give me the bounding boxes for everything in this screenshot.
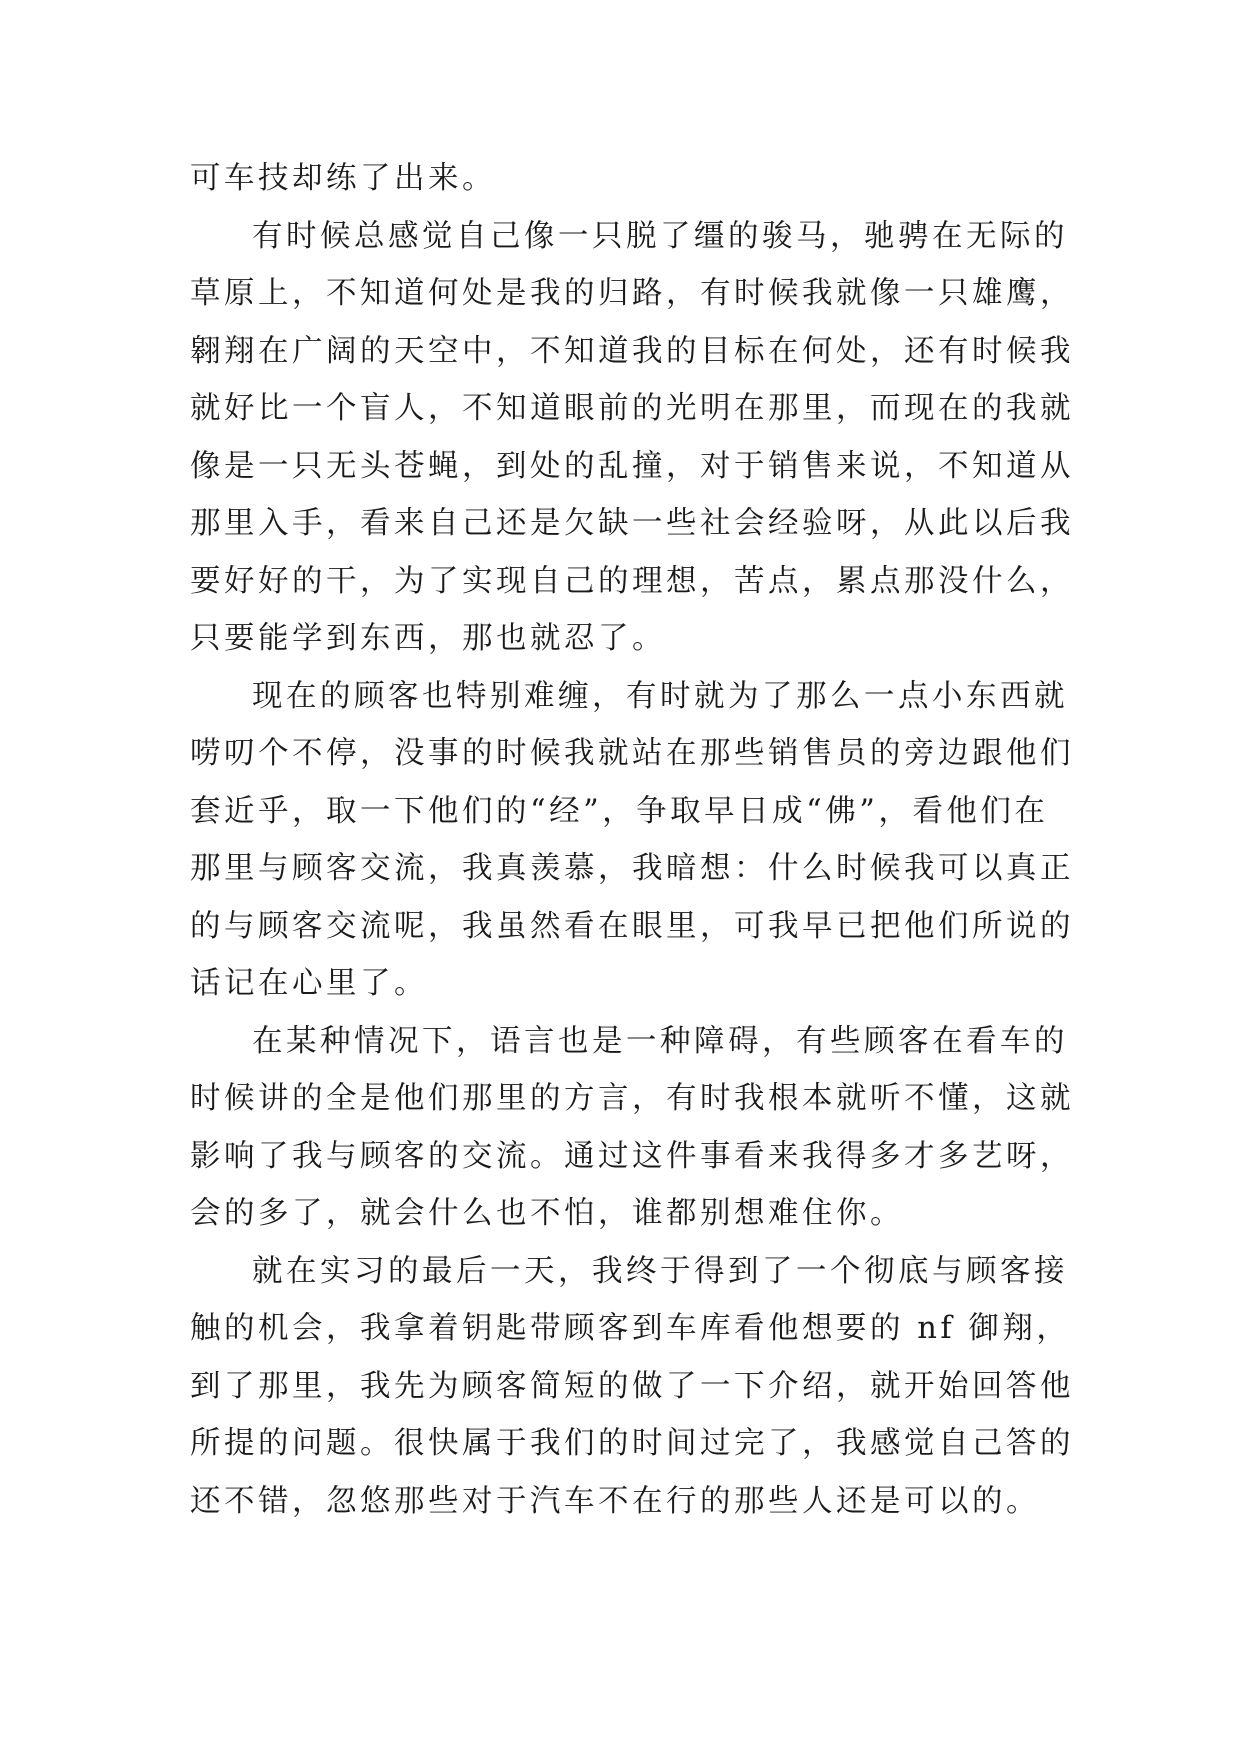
text-line: 就在实习的最后一天，我终于得到了一个彻底与顾客接 (252, 1253, 1068, 1289)
text-line: 在某种情况下，语言也是一种障碍，有些顾客在看车的 (252, 1023, 1068, 1059)
text-line: 有时候总感觉自己像一只脱了缰的骏马，驰骋在无际的 (252, 218, 1068, 254)
text-line: 触的机会，我拿着钥匙带顾客到车库看他想要的 nf 御翔， (190, 1311, 1071, 1346)
text-line: 现在的顾客也特别难缠，有时就为了那么一点小东西就 (252, 678, 1068, 714)
text-line: 到了那里，我先为顾客简短的做了一下介绍，就开始回答他 (190, 1368, 1074, 1404)
text-line: 话记在心里了。 (190, 966, 428, 1001)
text-line: 像是一只无头苍蝇，到处的乱撞，对于销售来说，不知道从 (190, 448, 1074, 484)
text-line: 就好比一个盲人，不知道眼前的光明在那里，而现在的我就 (190, 391, 1074, 426)
text-line: 要好好的干，为了实现自己的理想，苦点，累点那没什么， (190, 563, 1074, 599)
text-line: 还不错，忽悠那些对于汽车不在行的那些人还是可以的。 (190, 1483, 1040, 1519)
text-line: 会的多了，就会什么也不怕，谁都别想难住你。 (190, 1196, 904, 1231)
text-line: 套近乎，取一下他们的“经”，争取早日成“佛”，看他们在 (190, 793, 1049, 829)
text-line: 所提的问题。很快属于我们的时间过完了，我感觉自己答的 (190, 1426, 1074, 1461)
text-line: 影响了我与顾客的交流。通过这件事看来我得多才多艺呀， (190, 1138, 1074, 1174)
text-line: 唠叨个不停，没事的时候我就站在那些销售员的旁边跟他们 (190, 736, 1074, 771)
document-body (190, 150, 1074, 1530)
text-line: 翱翔在广阔的天空中，不知道我的目标在何处，还有时候我 (190, 333, 1074, 369)
text-line: 草原上，不知道何处是我的归路，有时候我就像一只雄鹰， (190, 276, 1074, 311)
text-line: 可车技却练了出来。 (190, 161, 496, 196)
text-line: 只要能学到东西，那也就忍了。 (190, 621, 666, 656)
text-line: 的与顾客交流呢，我虽然看在眼里，可我早已把他们所说的 (190, 908, 1074, 944)
text-line: 那里与顾客交流，我真羡慕，我暗想：什么时候我可以真正 (190, 851, 1074, 886)
text-line: 时候讲的全是他们那里的方言，有时我根本就听不懂，这就 (190, 1081, 1074, 1116)
text-line: 那里入手，看来自己还是欠缺一些社会经验呀，从此以后我 (190, 506, 1074, 541)
